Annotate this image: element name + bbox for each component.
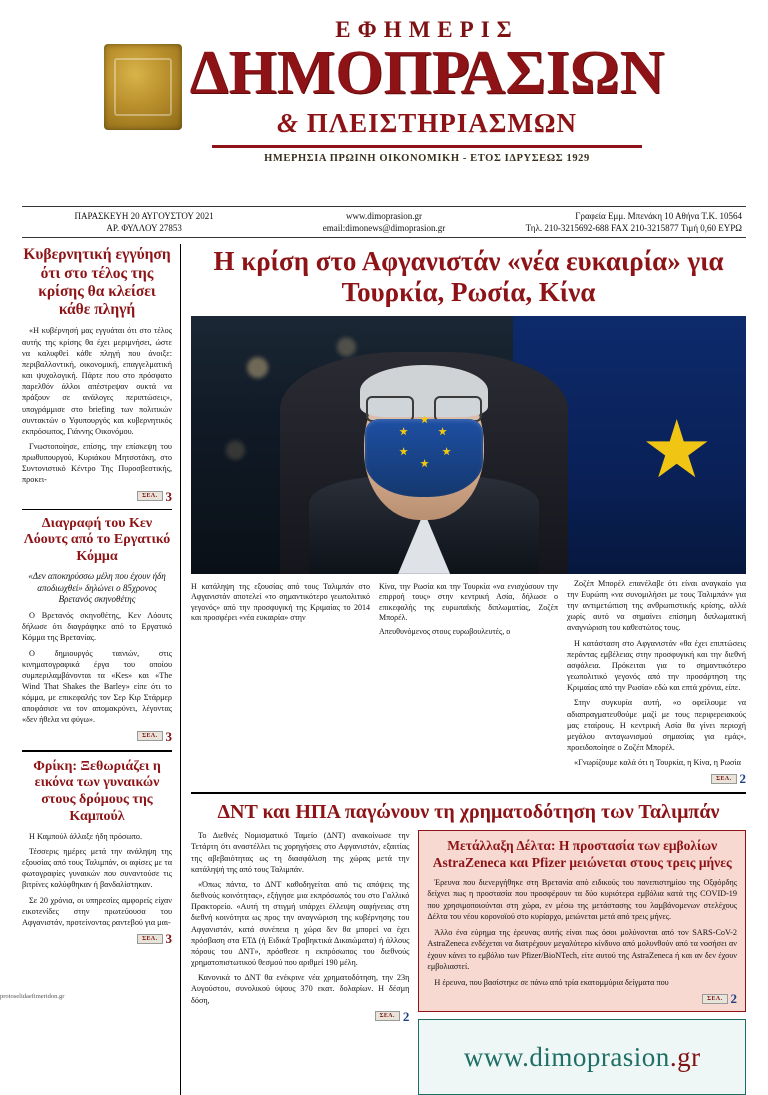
main-photo <box>191 316 746 574</box>
phone-and-price: Τηλ. 210-3215692-688 FAX 210-3215877 Τιμή 0,60 ΕΥΡΩ <box>525 223 742 234</box>
jump-tag: ΣΕΛ. <box>702 994 727 1004</box>
section-2-para-2: «Όπως πάντα, το ΔΝΤ καθοδηγείται από τις απόψεις της διεθνούς κοινότητας», εξήγησε μια εκπρόσωπός του στο Γαλλικό Πρακτορείο. «Αυτή τη στιγμή υπάρχει έλλειψη σαφήνειας στη διεθνή κοινότητα ως προς την αναγνώριση της κυβέρνησης του Αφγανιστάν, κατά συνέπεια η χώρα δεν θα μπορεί να έχει πρόσβαση στα ΕΤΔ (ή Ειδικά Τραβηκτικά Δικαιώματα) ή άλλους πόρους του ΔΝΤ», πρόσθεσε η εκπρόσωπος του διεθνούς χρηματοπιστωτικού θεσμού που αριθμεί 190 μέλη. <box>191 879 410 968</box>
left-story-2[interactable] <box>22 516 172 743</box>
vaccine-box-para-3: Η έρευνα, που βασίστηκε σε πάνω από τρία εκατομμύρια δείγματα που <box>434 977 669 987</box>
left-story-3-jump[interactable] <box>22 932 172 945</box>
caption-left: Η κατάληψη της εξουσίας από τους Ταλιμπάν στο Αφγανιστάν αποτελεί «το σημαντικότερο γεωπολιτικό γεγονός» από την προσφυγική της Κριμαίας το 2014 και προσφέρει «νέα ευκαιρία» στην <box>191 581 370 622</box>
masthead-subtitle-text: ΠΛΕΙΣΤΗΡΙΑΣΜΩΝ <box>306 107 578 138</box>
promo-url-tld: .gr <box>669 1041 701 1072</box>
caption-mid: Κίνα, την Ρωσία και την Τουρκία «να ενισχύσουν την επιρροή τους» στην κεντρική Ασία, δήλωσε ο επικεφαλής της ευρωπαϊκής διπλωματίας, Ζοζέπ Μπορέλ. <box>379 581 558 622</box>
masthead-kicker: ΕΦΗΜΕΡΙΣ <box>335 17 519 42</box>
left-story-2-headline: Διαγραφή του Κεν Λόουτς από το Εργατικό Κόμμα <box>23 515 171 565</box>
jump-page: 3 <box>165 931 172 947</box>
section-2-para-3: Κανονικά το ΔΝΤ θα ενέκρινε νέα χρηματοδότηση, την 23η Αυγούστου, συνολικού ύψους 370 εκατ. δολαρίων. Η δέσμη δόση, <box>191 973 410 1005</box>
divider <box>22 750 172 752</box>
left-story-2-para-1: Ο Βρετανός σκηνοθέτης, Κεν Λόουτς δήλωσε ότι διαγράφηκε από το Εργατικό Κόμμα της Βρετανίας. <box>22 611 172 643</box>
left-story-3[interactable] <box>22 759 172 945</box>
main-story-jump[interactable] <box>567 772 746 785</box>
left-story-2-para-2: Ο δημιουργός ταινιών, στις κινηματογραφικά έργα του οποίου συμπεριλαμβάνονται τα «Kes» και «The Wind That Shakes the Barley» είπε ότι το κόμμα, με επικεφαλής τον Σερ Κιρ Στάρμερ αποφάσισε να τον απομακρύνει, λέγοντας «δεν ήθελα να φύγω». <box>22 648 172 725</box>
main-right-text <box>567 578 746 769</box>
jump-tag: ΣΕΛ. <box>137 491 162 501</box>
section-2-jump[interactable] <box>191 1010 409 1023</box>
office-address: Γραφεία Εμμ. Μπενάκη 10 Αθήνα Τ.Κ. 10564 <box>575 211 742 221</box>
left-story-3-headline: Φρίκη: Ξεθωριάζει η εικόνα των γυναικών στους δρόμους της Καμπούλ <box>33 758 161 824</box>
masthead-subtitle <box>190 108 665 139</box>
main-column <box>181 244 746 1095</box>
vaccine-box-para-2: Άλλο ένα εύρημα της έρευνας αυτής είναι πως όσοι μολύνονται από τον SARS-CoV-2 AstraZeneca ενδέχεται να διατρέχουν μεγαλύτερο κίνδυνο από μολυνθούν από τα νοσήσει αν έχουν κάνει το εμβόλιο των Pfizer/BioNTech, είτε αυτού της AstraZeneca ή και αν δεν έχουν εμβολιαστεί. <box>427 927 737 972</box>
jump-tag: ΣΕΛ. <box>375 1011 400 1021</box>
jump-tag: ΣΕΛ. <box>137 731 162 741</box>
vaccine-box-jump[interactable] <box>427 992 737 1005</box>
promo-url-main: www.dimoprasion <box>463 1041 670 1072</box>
jump-page: 2 <box>730 991 737 1007</box>
divider <box>191 792 746 794</box>
main-headline: Η κρίση στο Αφγανιστάν «νέα ευκαιρία» για Τουρκία, Ρωσία, Κίνα <box>213 246 724 308</box>
issue-number: ΑΡ. ΦΥΛΛΟΥ 27853 <box>106 223 182 234</box>
left-column <box>22 244 181 1095</box>
jump-page: 2 <box>402 1008 410 1024</box>
left-story-2-quote: «Δεν αποκηρύσσω μέλη που έχουν ήδη αποδιωχθεί» δηλώνει ο 85χρονος Βρετανός σκηνοθέτης <box>28 570 166 605</box>
watermark-note: protoselidaefimeridon.gr <box>0 993 65 1000</box>
lower-columns <box>191 830 746 1095</box>
content-area <box>22 244 746 1095</box>
right-lower-column <box>418 830 746 1095</box>
left-story-3-para-1: Η Καμπούλ άλλαξε ήδη πρόσωπο. <box>29 831 143 841</box>
main-right-para-3: Στην συγκυρία αυτή, «ο οφείλουμε να αδιαπραγματευθούμε μαζί με τους περιφερειακούς μας εταίρους. Η κεντρική Ασία θα γίνει περιοχή μεγάλου ανταγωνισμού σημασίας για εμάς», προειδοποίησε ο Ζοζέπ Μπορέλ. <box>567 698 746 752</box>
jump-page: 2 <box>739 771 746 787</box>
jump-page: 3 <box>165 728 172 744</box>
left-story-3-para-2: Τέσσερις ημέρες μετά την ανάληψη της εξουσίας από τους Ταλιμπάν, οι αφίσες με τα φωτογραφίες γυναικών που συναντούσε τις βιτρίνες καλύφθηκαν ή βανδαλίστηκαν. <box>22 846 172 890</box>
jump-tag: ΣΕΛ. <box>137 934 162 944</box>
divider <box>22 509 172 510</box>
section-2-headline: ΔΝΤ και ΗΠΑ παγώνουν τη χρηματοδότηση των Ταλιμπάν <box>217 801 720 824</box>
left-story-1-headline: Κυβερνητική εγγύηση ότι στο τέλος της κρίσης θα κλείσει κάθε πληγή <box>23 246 171 319</box>
website-url[interactable]: www.dimoprasion.gr <box>346 211 422 221</box>
issue-date: ΠΑΡΑΣΚΕΥΗ 20 ΑΥΓΟΥΣΤΟΥ 2021 <box>74 211 214 221</box>
jump-page: 3 <box>165 488 172 504</box>
section-2-para-1: Το Διεθνές Νομισματικό Ταμείο (ΔΝΤ) ανακοίνωσε την Τετάρτη ότι αναστέλλει τις χορηγήσεις στο Αφγανιστάν, εξαιτίας της αβεβαιότητας ως τη διασφάλιση της χώρας μετά την κατάληψή της από τους Ταλιμπάν. <box>191 831 410 874</box>
masthead <box>0 0 768 200</box>
masthead-tagline: ΗΜΕΡΗΣΙΑ ΠΡΩΙΝΗ ΟΙΚΟΝΟΜΙΚΗ - ΕΤΟΣ ΙΔΡΥΣΕΩΣ 1929 <box>264 152 590 164</box>
main-right-para-1: Ζοζέπ Μπορέλ επανέλαβε ότι είναι αναγκαίο για την Ευρώπη «να συνομιλήσει με τους Ταλιμπάν» για την αντιμετώπιση της ανθρωπιστικής κρίσης, αλλά χωρίς αυτό να σημαίνει επίσημη διπλωματική αναγνώριση του καθεστώτος τους. <box>567 578 746 633</box>
main-right-para-2: Η κατάσταση στο Αφγανιστάν «θα έχει επιπτώσεις περάντας εμβέλειας στην προσφυγική και την διεθνή ασφάλεια. Πρόκειται για το σημαντικότερο γεωπολιτικό γεγονός από την προσάρτηση της Κριμαίας από την Ρωσία» εδώ και επτά χρόνια, είπε. <box>567 638 746 693</box>
left-story-3-para-3: Σε 20 χρόνια, οι υπηρεσίες αμφορείς είχαν εικοτενίδες στην πρωτεύουσα του Αφγανιστάν, προτείνοντας ραντεβού για μαι- <box>22 895 172 927</box>
vaccine-highlight-box[interactable] <box>418 830 746 1012</box>
left-story-1-jump[interactable] <box>22 490 172 503</box>
jump-tag: ΣΕΛ. <box>711 774 736 784</box>
section-2-body[interactable] <box>191 830 409 1095</box>
vaccine-box-headline: Μετάλλαξη Δέλτα: Η προστασία των εμβολίων AstraZeneca και Pfizer μειώνεται στους τρεις μήνες <box>432 838 732 870</box>
glasses-icon <box>366 396 482 418</box>
vaccine-box-para-1: Έρευνα που διενεργήθηκε στη Βρετανία από ειδικούς του πανεπιστημίου της Οξφόρδης δείχνει πως η προστασία που προσφέρουν τα δύο κυριότερα εμβόλια κατά της COVID-19 που χρησιμοποιούνται στη χώρα, εν μέσω της μετάστασης του λαμβάνομενων στελέχους Δέλτα του νέου κορονοϊού στο κυρίαρχο, μειώνεται μετά από τρεις μήνες. <box>427 877 737 922</box>
left-story-1-para-1: «Η κυβέρνησή μας εγγυάται ότι στο τέλος αυτής της κρίσης θα έχει μεριμνήσει, ώστε να καλυφθεί κάθε πληγή που άνοιξε: περιβαλλοντική, οικονομική, επαγγελματική και ψυχολογική. Πάρτε που στο πρόσφατο παρελθόν άλλοι απέστρεψαν ουκτά να πράξουν σε ανάλογες περιπτώσεις», υπογράμμισε στο briefing των πολιτικών συντακτών ο Υφυπουργός και κυβερνητικός εκπρόσωπος, Γιάννης Οικονόμου. <box>22 326 172 436</box>
masthead-rule <box>212 145 642 148</box>
masthead-title: ΔΗΜΟΠΡΑΣΙΩΝ <box>189 39 665 107</box>
caption-mid-2: Απευθυνόμενος στους ευρωβουλευτές, ο <box>379 627 511 637</box>
person-silhouette <box>280 352 569 574</box>
info-bar <box>22 206 746 238</box>
left-story-1[interactable] <box>22 246 172 502</box>
main-caption-columns <box>191 578 746 786</box>
contact-email[interactable]: email:dimonews@dimoprasion.gr <box>322 223 446 234</box>
left-story-2-jump[interactable] <box>22 730 172 743</box>
masthead-ampersand: & <box>276 107 299 138</box>
main-right-para-4: «Γνωρίζουμε καλά ότι η Τουρκία, η Κίνα, η Ρωσία <box>574 758 741 768</box>
face-mask <box>365 419 483 497</box>
website-promo-banner[interactable] <box>418 1019 746 1095</box>
left-story-1-para-2: Γνωστοποίησε, επίσης, την επίσκεψη του πρωθυπουργού, Κυριάκου Μητσοτάκη, στο Συντονιστικό Κέντρο Της Πυροσβεστικής, προκει- <box>22 441 172 485</box>
newspaper-logo-icon <box>104 44 182 130</box>
